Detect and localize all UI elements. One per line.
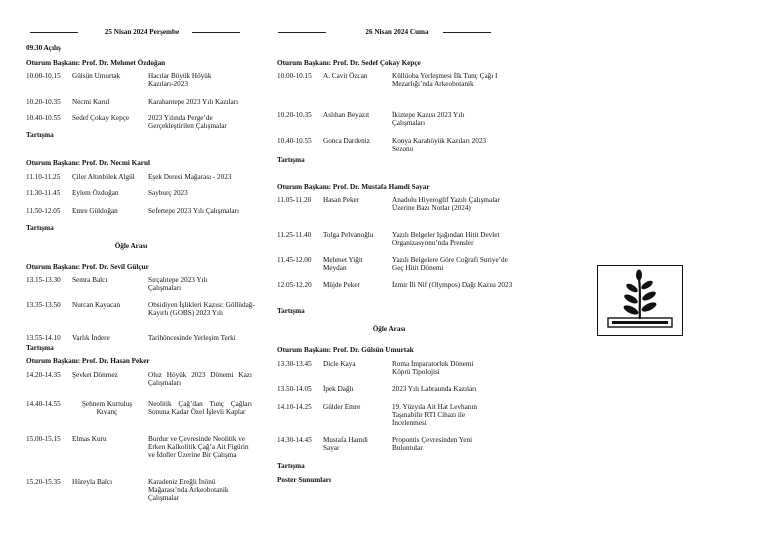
discussion-label: Tartışma xyxy=(26,344,54,352)
talk-speaker: Hüreyla Balcı xyxy=(72,478,113,486)
talk-title: Neolitik Çağ’dan Tunç Çağları Sonuna Kadar Özel İşlevli Kaplar xyxy=(148,400,252,417)
discussion-label: Tartışma xyxy=(26,131,54,139)
talk-speaker: Semra Balcı xyxy=(72,276,108,284)
talk-time: 11.05-11.20 xyxy=(277,196,312,204)
talk-time: 11.30-11.45 xyxy=(26,189,61,197)
talk-speaker: Varlık İndere xyxy=(72,334,110,342)
talk-speaker: İpek Dağlı xyxy=(323,385,354,393)
talk-speaker: Gonca Dardeniz xyxy=(323,137,370,145)
talk-time: 13.50-14.05 xyxy=(277,385,312,393)
talk-speaker: Emre Güldoğan xyxy=(72,207,118,215)
talk-title: Burdur ve Çevresinde Neolitik ve Erken Kalkolitik Çağ’a Ait Figürin ve İdoller Üzerine Bir Çalışma xyxy=(148,435,249,460)
talk-speaker: Elmas Kuru xyxy=(72,435,107,443)
talk-time: 13.15-13.30 xyxy=(26,276,61,284)
talk-time: 13.55-14.10 xyxy=(26,334,61,342)
header-rule-right xyxy=(443,32,491,33)
talk-time: 15.00-15.15 xyxy=(26,435,61,443)
sapling-plant-icon xyxy=(597,265,683,336)
talk-time: 13.35-13.50 xyxy=(26,301,61,309)
talk-speaker: Şevket Dönmez xyxy=(72,371,118,379)
talk-time: 14.20-14.35 xyxy=(26,371,61,379)
lunch-break: Öğle Arası xyxy=(372,325,406,333)
talk-speaker: Nurcan Kayacan xyxy=(72,301,121,309)
talk-time: 12.05-12.20 xyxy=(277,281,312,289)
discussion-label: Tartışma xyxy=(26,224,54,232)
talk-speaker: Dicle Kaya xyxy=(323,360,356,368)
talk-speaker: Tolga Pelvanoğlu xyxy=(323,231,374,239)
talk-title: Propontis Çevresinden Yeni Buluntular xyxy=(392,436,473,453)
talk-title: Sayburç 2023 xyxy=(148,189,188,197)
talk-speaker: Gülsün Umurtak xyxy=(72,72,121,80)
talk-time: 10.20-10.35 xyxy=(26,98,61,106)
talk-title: Anadolu Hiyeroglif Yazılı Çalışmalar Üzerine Bazı Notlar (2024) xyxy=(392,196,500,213)
talk-title: Karadeniz Ereğli İnönü Mağarası’nda Arkeobotanik Çalışmalar xyxy=(148,478,229,503)
discussion-label: Tartışma xyxy=(277,156,305,164)
talk-title: Küllüoba Yerleşmesi İlk Tunç Çağı I Mezarlığı’nda Arkeobotanik xyxy=(392,72,498,89)
talk-title: Tarihöncesinde Yerleşim Terki xyxy=(148,334,236,342)
talk-speaker: Çiler Altınbilek Algül xyxy=(72,173,135,181)
talk-time: 11.50-12.05 xyxy=(26,207,61,215)
day2-header xyxy=(277,28,517,38)
talk-title: Oluz Höyük 2023 Dönemi Kazı Çalışmaları xyxy=(148,371,252,388)
talk-title: Hacılar Büyük Höyük Kazıları-2023 xyxy=(148,72,212,89)
talk-speaker: Hasan Peker xyxy=(323,196,360,204)
talk-speaker: Eylem Özdoğan xyxy=(72,189,119,197)
session-chair: Oturum Başkanı: Prof. Dr. Sevil Gülçur xyxy=(26,263,149,271)
talk-speaker: A. Cavit Özcan xyxy=(323,72,368,80)
talk-time: 14.30-14.45 xyxy=(277,436,312,444)
session-chair: Oturum Başkanı: Prof. Dr. Gülsün Umurtak xyxy=(277,346,414,354)
talk-speaker: Aslıhan Beyazıt xyxy=(323,111,370,119)
talk-time: 10.20-10.35 xyxy=(277,111,312,119)
session-chair: Oturum Başkanı: Prof. Dr. Necmi Karul xyxy=(26,159,150,167)
talk-title: Konya Karahöyük Kazıları 2023 Sezonu xyxy=(392,137,487,154)
session-chair: Oturum Başkanı: Prof. Dr. Hasan Peker xyxy=(26,357,150,365)
lunch-break: Öğle Arası xyxy=(114,242,148,250)
talk-speaker: Sedef Çokay Kepçe xyxy=(72,114,130,122)
talk-title: Obsidiyen İşlikleri Kazısı: Göllüdağ-Kayırlı (GOBS) 2023 Yılı xyxy=(148,301,255,318)
talk-time: 10.00-10.15 xyxy=(277,72,312,80)
talk-title: İkiztepe Kazısı 2023 Yılı Çalışmaları xyxy=(392,111,465,128)
talk-title: Karahantepe 2023 Yılı Kazıları xyxy=(148,98,239,106)
talk-speaker: Mustafa Hamdi Sayar xyxy=(323,436,368,453)
talk-time: 14.10-14.25 xyxy=(277,403,312,411)
talk-time: 11.10-11.25 xyxy=(26,173,61,181)
talk-speaker: Şehnem Kurtuluş Kıvanç xyxy=(81,400,133,417)
talk-time: 14.40-14.55 xyxy=(26,400,61,408)
talk-title: Roma İmparatorluk Dönemi Köprü Tipolojisi xyxy=(392,360,474,377)
opening-label: 09.30 Açılış xyxy=(26,44,61,52)
talk-title: Sefertepe 2023 Yılı Çalışmaları xyxy=(148,207,239,215)
talk-speaker: Necmi Karul xyxy=(72,98,110,106)
talk-time: 13.30-13.45 xyxy=(277,360,312,368)
talk-title: Yazılı Belgelere Göre Coğrafi Suriye’de Geç Hitit Dönemi xyxy=(392,256,508,273)
header-rule-right xyxy=(192,32,240,33)
day1-header xyxy=(26,28,258,38)
poster-sessions-label: Poster Sunumları xyxy=(277,476,331,484)
discussion-label: Tartışma xyxy=(277,307,305,315)
talk-time: 10.40-10.55 xyxy=(277,137,312,145)
talk-title: İzmir İli Nif (Olympos) Dağı Kazısı 2023 xyxy=(392,281,513,289)
talk-speaker: Müjde Peker xyxy=(323,281,360,289)
session-chair: Oturum Başkanı: Prof. Dr. Mustafa Hamdi Sayar xyxy=(277,183,430,191)
talk-title: 2023 Yılı Labraunda Kazıları xyxy=(392,385,477,393)
talk-speaker: Mehmet Yiğit Meydan xyxy=(323,256,363,273)
talk-title: Eşek Deresi Mağarası - 2023 xyxy=(148,173,232,181)
talk-time: 10.00-10.15 xyxy=(26,72,61,80)
session-chair: Oturum Başkanı: Prof. Dr. Mehmet Özdoğan xyxy=(26,59,166,67)
discussion-label: Tartışma xyxy=(277,462,305,470)
day1-heading: 25 Nisan 2024 Perşembe xyxy=(104,28,180,36)
talk-time: 10.40-10.55 xyxy=(26,114,61,122)
talk-time: 11.45-12.00 xyxy=(277,256,312,264)
talk-speaker: Gülder Emre xyxy=(323,403,361,411)
talk-title: 19. Yüzyıla Ait Hat Levhanın Taşınabilir RTI Cihazı ile İncelenmesi xyxy=(392,403,477,428)
day2-heading: 26 Nisan 2024 Cuma xyxy=(365,28,429,36)
talk-time: 15.20-15.35 xyxy=(26,478,61,486)
talk-time: 11.25-11.40 xyxy=(277,231,312,239)
talk-title: 2023 Yılında Perge’de Gerçekleştirilen Çalışmalar xyxy=(148,114,227,131)
talk-title: Yazılı Belgeler Işığından Hitit Devlet Organizasyonu’nda Prensler xyxy=(392,231,500,248)
talk-title: Sırçalıtepe 2023 Yılı Çalışmaları xyxy=(148,276,208,293)
session-chair: Oturum Başkanı: Prof. Dr. Sedef Çokay Kepçe xyxy=(277,59,421,67)
